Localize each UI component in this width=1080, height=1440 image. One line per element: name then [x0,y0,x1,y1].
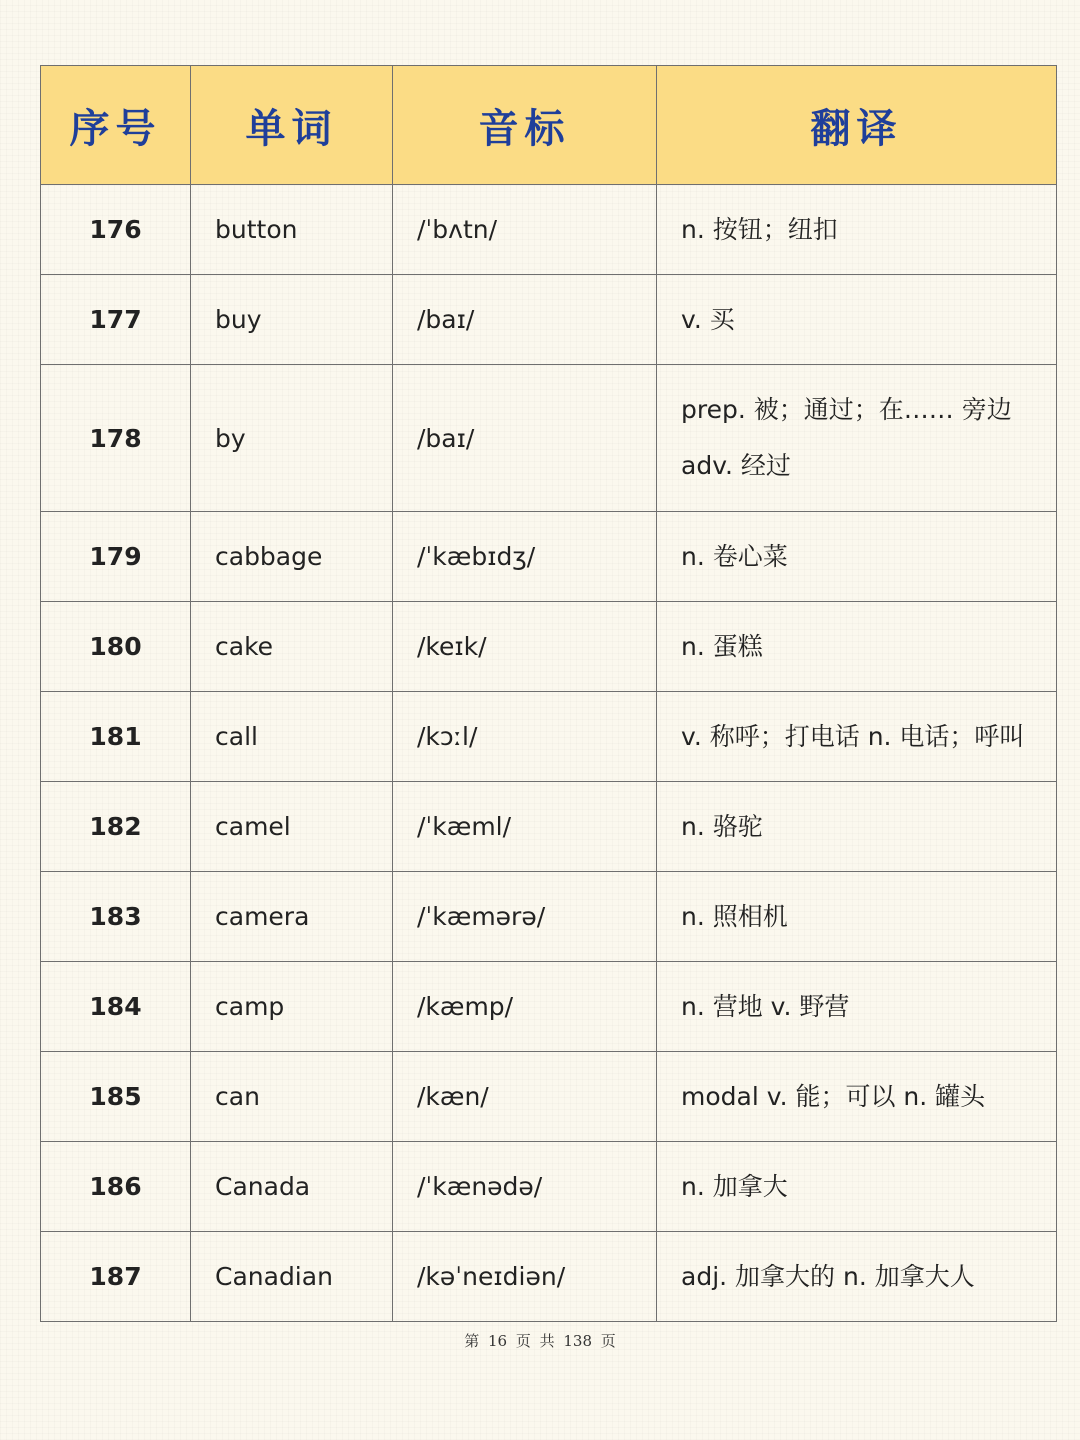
row-phonetic: /ˈkænədə/ [393,1142,657,1232]
translation-line: adv. 经过 [681,451,791,480]
row-translation [657,1232,1057,1322]
row-word: camera [191,872,393,962]
translation-line: n. 加拿大 [681,1171,788,1201]
row-number: 186 [41,1142,191,1232]
row-phonetic: /keɪk/ [393,602,657,692]
row-translation [657,365,1057,512]
row-word: Canadian [191,1232,393,1322]
row-word: Canada [191,1142,393,1232]
row-phonetic: /ˈbʌtn/ [393,185,657,275]
row-translation [657,1052,1057,1142]
row-word: camp [191,962,393,1052]
translation-line: n. 照相机 [681,901,788,931]
table-row [41,365,1057,512]
table-row [41,1052,1057,1142]
row-phonetic: /ˈkæbɪdʒ/ [393,512,657,602]
table-row [41,782,1057,872]
translation-line: prep. 被；通过；在…… 旁边 [681,395,1012,424]
row-translation [657,692,1057,782]
translation-line: n. 骆驼 [681,811,763,841]
row-number: 176 [41,185,191,275]
row-translation [657,512,1057,602]
row-phonetic: /baɪ/ [393,365,657,512]
row-phonetic: /kɔːl/ [393,692,657,782]
row-translation [657,275,1057,365]
row-translation [657,185,1057,275]
row-number: 184 [41,962,191,1052]
row-phonetic: /kəˈneɪdiən/ [393,1232,657,1322]
header-word: 单词 [191,66,393,185]
row-phonetic: /kæn/ [393,1052,657,1142]
table-row [41,275,1057,365]
row-word: buy [191,275,393,365]
row-number: 180 [41,602,191,692]
translation-line: n. 按钮；纽扣 [681,214,838,244]
table-row [41,1142,1057,1232]
row-translation [657,962,1057,1052]
row-word: cake [191,602,393,692]
row-phonetic: /baɪ/ [393,275,657,365]
row-word: button [191,185,393,275]
translation-line: v. 称呼；打电话 n. 电话；呼叫 [681,721,1025,751]
row-translation [657,602,1057,692]
table-row [41,602,1057,692]
translation-line: n. 蛋糕 [681,631,763,661]
row-number: 183 [41,872,191,962]
table-row [41,962,1057,1052]
vocabulary-table [40,65,1057,1322]
header-phonetic: 音标 [393,66,657,185]
row-word: can [191,1052,393,1142]
translation-line: n. 营地 v. 野营 [681,991,850,1021]
row-number: 181 [41,692,191,782]
row-translation [657,872,1057,962]
row-number: 182 [41,782,191,872]
row-number: 178 [41,365,191,512]
row-phonetic: /ˈkæmərə/ [393,872,657,962]
row-word: cabbage [191,512,393,602]
translation-line: adj. 加拿大的 n. 加拿大人 [681,1261,975,1291]
row-translation [657,782,1057,872]
row-number: 177 [41,275,191,365]
row-phonetic: /kæmp/ [393,962,657,1052]
table-row [41,1232,1057,1322]
translation-line: v. 买 [681,304,735,334]
row-word: by [191,365,393,512]
row-number: 187 [41,1232,191,1322]
table-header-row [41,66,1057,185]
page-footer: 第 16 页 共 138 页 [464,1332,616,1350]
header-translation: 翻译 [657,66,1057,185]
translation-line: n. 卷心菜 [681,541,788,571]
header-index: 序号 [41,66,191,185]
row-word: call [191,692,393,782]
translation-line: modal v. 能；可以 n. 罐头 [681,1081,986,1111]
row-word: camel [191,782,393,872]
row-number: 185 [41,1052,191,1142]
row-translation [657,1142,1057,1232]
row-phonetic: /ˈkæml/ [393,782,657,872]
table-row [41,185,1057,275]
table-row [41,512,1057,602]
table-row [41,692,1057,782]
table-row [41,872,1057,962]
row-number: 179 [41,512,191,602]
